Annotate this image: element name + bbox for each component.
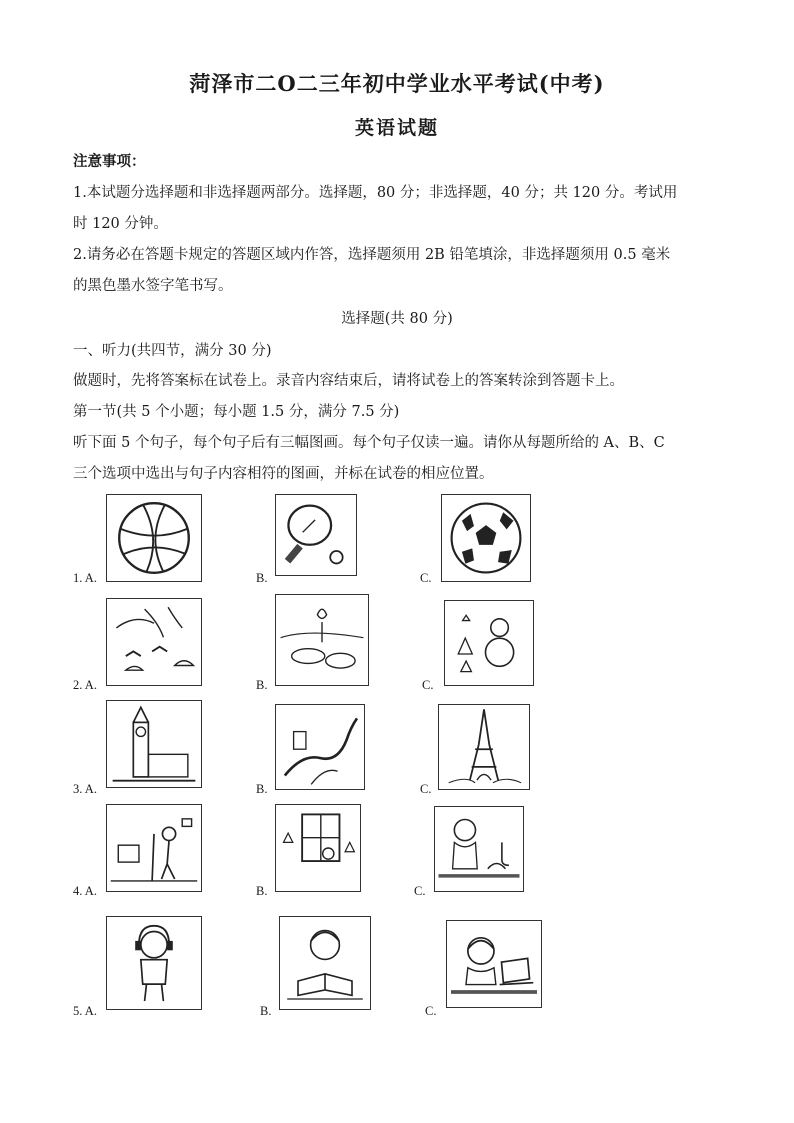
q3-option-a[interactable]: 3. A.	[73, 782, 97, 796]
note-1-line-2: 时 120 分钟。	[73, 216, 168, 232]
football-icon[interactable]	[441, 494, 531, 582]
q2-option-a[interactable]: 2. A.	[73, 678, 97, 692]
note-2-line-2: 的黑色墨水签字笔书写。	[73, 278, 233, 294]
ping-pong-paddle-icon[interactable]	[275, 494, 357, 576]
sweeping-floor-icon[interactable]	[106, 804, 202, 892]
big-ben-icon[interactable]	[106, 700, 202, 788]
exam-subtitle: 英语试题	[354, 117, 439, 139]
summer-lotus-icon[interactable]	[275, 594, 369, 686]
q4-option-a[interactable]: 4. A.	[73, 884, 97, 898]
q5-option-b[interactable]: B.	[260, 1004, 272, 1018]
listening-music-icon[interactable]	[106, 916, 202, 1010]
instruction: 做题时，先将答案标在试卷上。录音内容结束后，请将试卷上的答案转涂到答题卡上。	[73, 373, 624, 389]
using-laptop-icon[interactable]	[446, 920, 542, 1008]
q3-option-c[interactable]: C.	[420, 782, 432, 796]
note-2-line-1: 2.请务必在答题卡规定的答题区域内作答，选择题须用 2B 铅笔填涂，非选择题须用 0.5 毫米	[73, 247, 671, 263]
q2-option-c[interactable]: C.	[422, 678, 434, 692]
q2-option-b[interactable]: B.	[256, 678, 268, 692]
subsection-heading: 第一节(共 5 个小题；每小题 1.5 分，满分 7.5 分)	[73, 404, 400, 420]
q4-option-b[interactable]: B.	[256, 884, 268, 898]
q3-option-b[interactable]: B.	[256, 782, 268, 796]
part-1-heading: 一、听力(共四节，满分 30 分)	[73, 343, 272, 359]
winter-snowman-icon[interactable]	[444, 600, 534, 686]
basketball-icon[interactable]	[106, 494, 202, 582]
q1-option-a[interactable]: 1. A.	[73, 571, 97, 585]
description-line-2: 三个选项中选出与句子内容相符的图画，并标在试卷的相应位置。	[73, 466, 494, 482]
notes-heading: 注意事项：	[73, 153, 146, 170]
q4-option-c[interactable]: C.	[414, 884, 426, 898]
spring-birds-icon[interactable]	[106, 598, 202, 686]
exam-title: 菏泽市二O二三年初中学业水平考试(中考)	[189, 71, 605, 96]
description-line-1: 听下面 5 个句子，每个句子后有三幅图画。每个句子仅读一遍。请你从每题所给的 A、B、C	[73, 435, 665, 451]
q5-option-c[interactable]: C.	[425, 1004, 437, 1018]
q1-option-b[interactable]: B.	[256, 571, 268, 585]
reading-book-icon[interactable]	[279, 916, 371, 1010]
eiffel-tower-icon[interactable]	[438, 704, 530, 790]
note-1-line-1: 1.本试题分选择题和非选择题两部分。选择题，80 分；非选择题，40 分；共 120 分。考试用	[73, 185, 678, 201]
cleaning-window-icon[interactable]	[275, 804, 361, 892]
great-wall-icon[interactable]	[275, 704, 365, 790]
q1-option-c[interactable]: C.	[420, 571, 432, 585]
q5-option-a[interactable]: 5. A.	[73, 1004, 97, 1018]
section-title: 选择题(共 80 分)	[341, 311, 453, 327]
washing-dishes-icon[interactable]	[434, 806, 524, 892]
